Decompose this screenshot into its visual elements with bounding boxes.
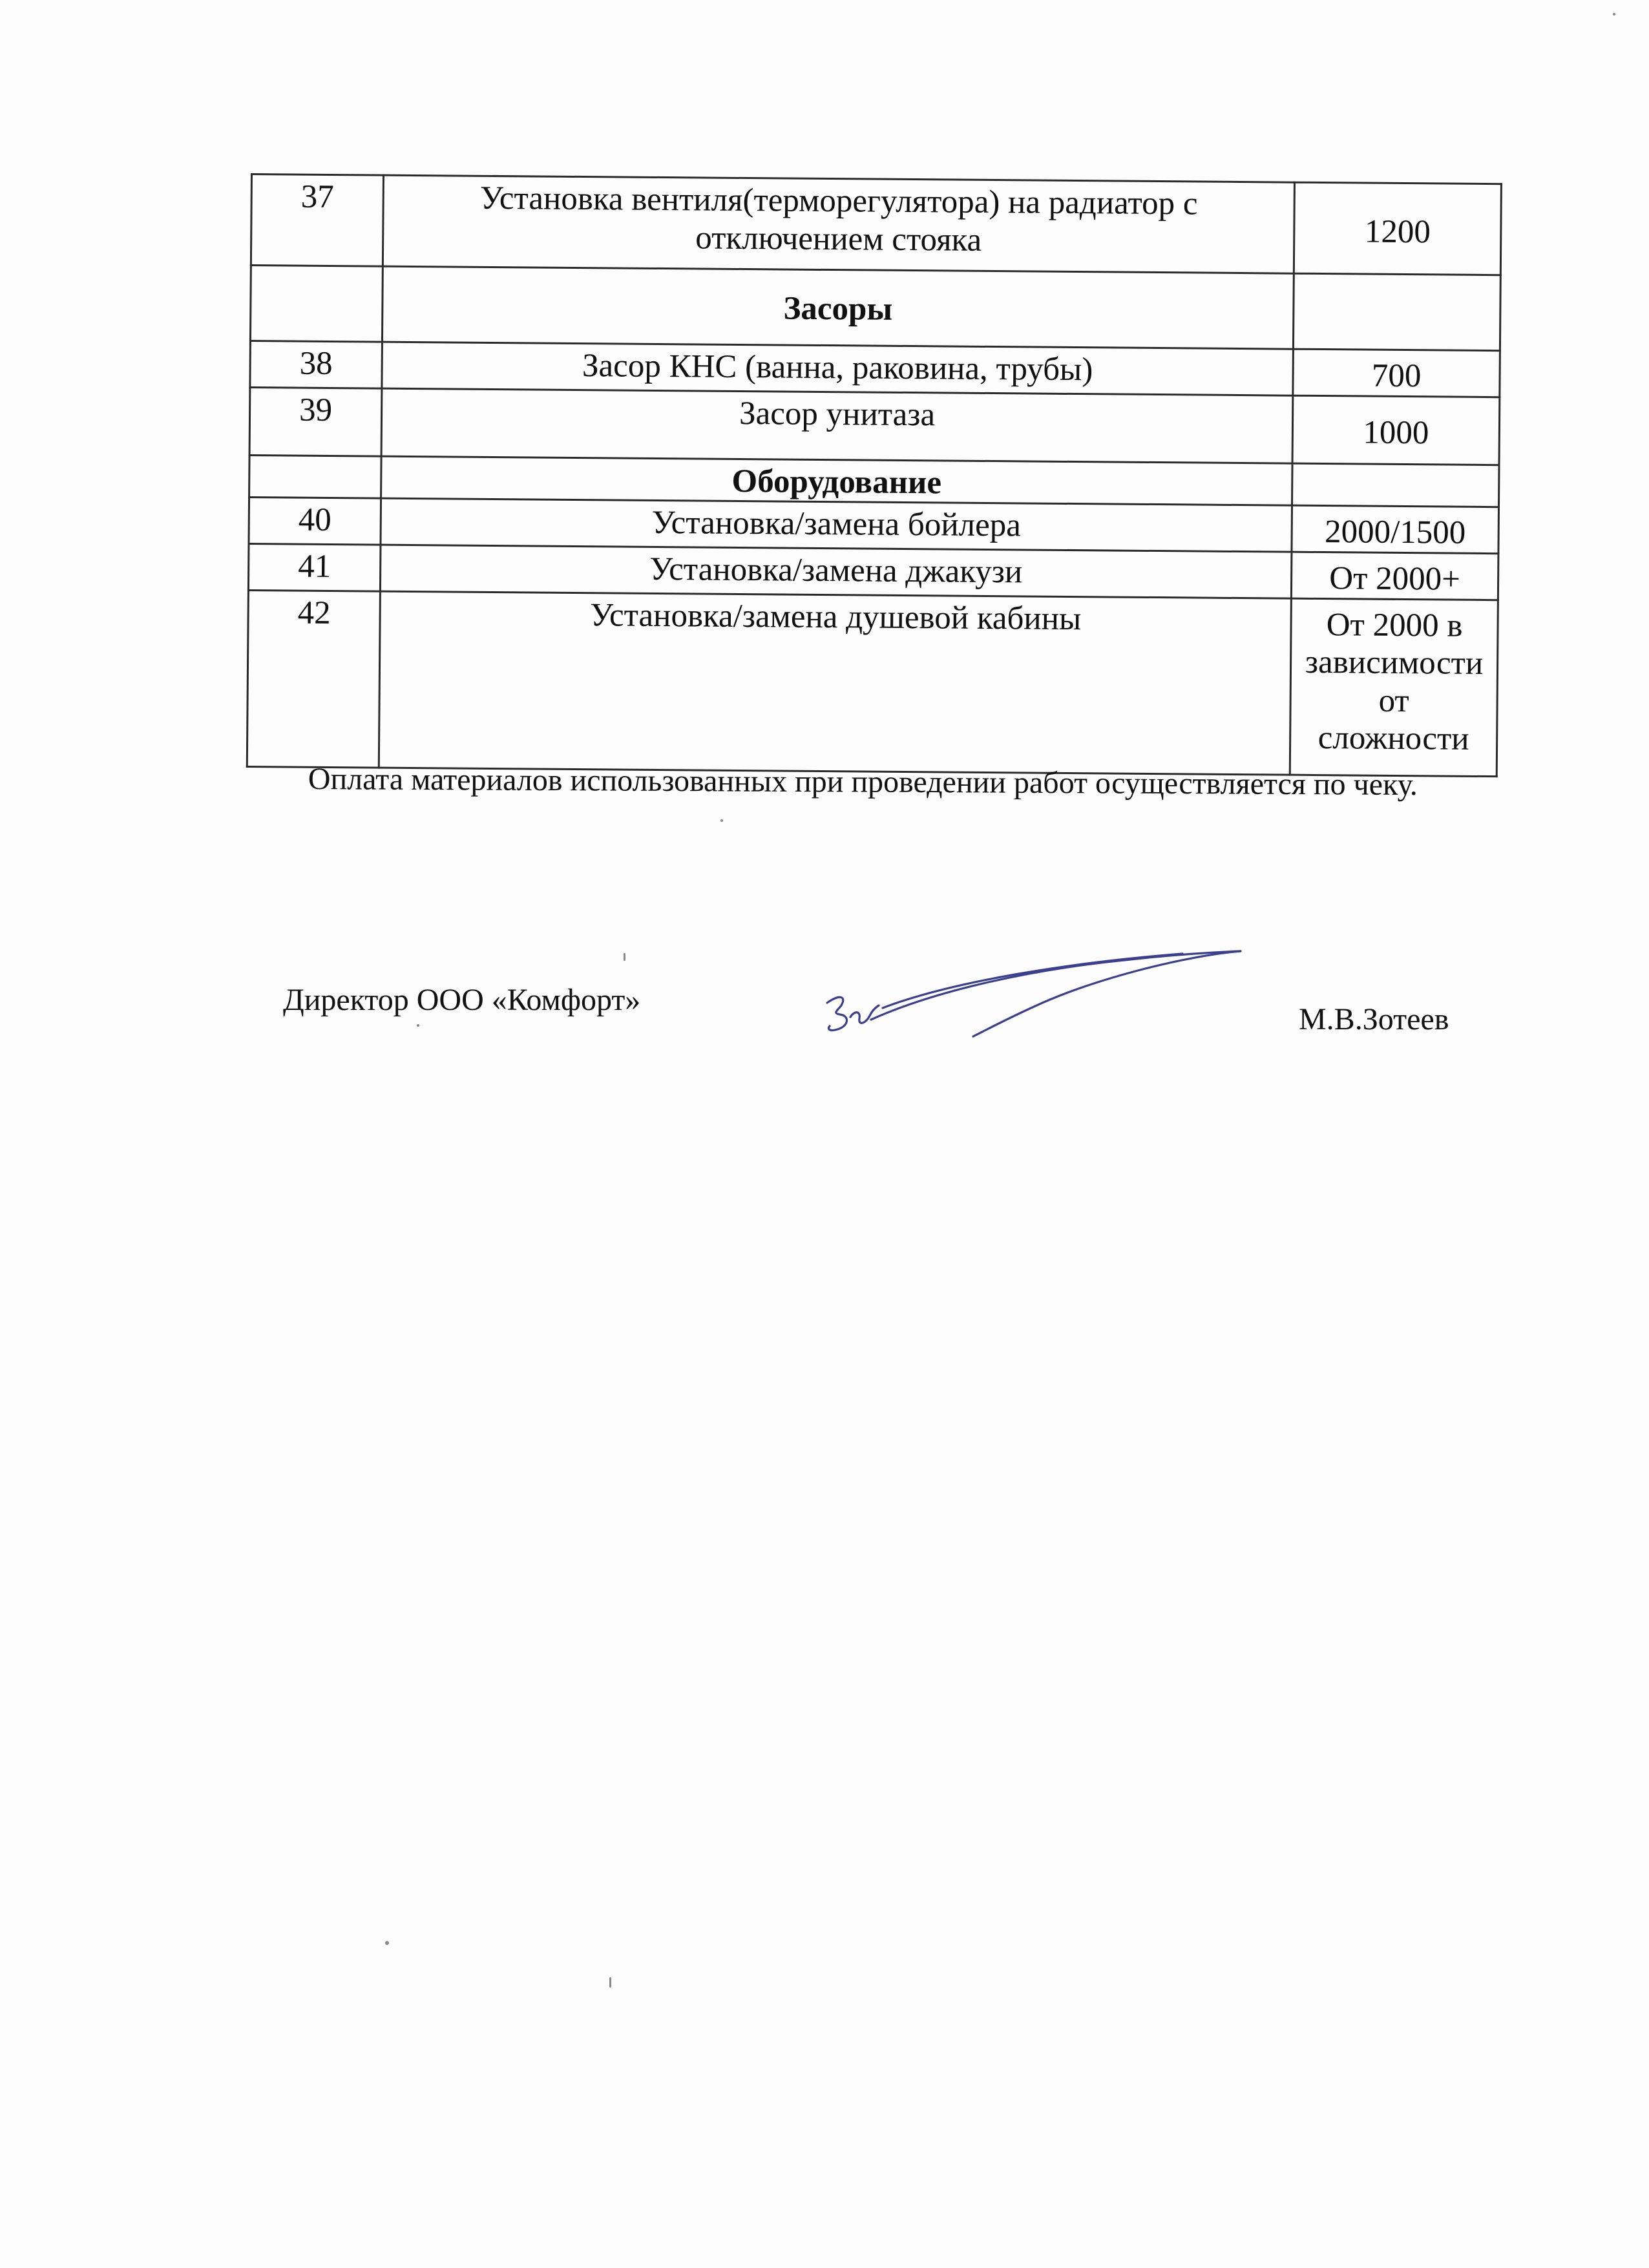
service-name: Засор унитаза bbox=[381, 388, 1293, 463]
row-number: 40 bbox=[249, 498, 381, 545]
service-price: 2000/1500 bbox=[1292, 505, 1499, 553]
service-price: 1000 bbox=[1292, 395, 1500, 465]
scan-speck bbox=[1613, 13, 1615, 16]
row-number-empty bbox=[250, 266, 383, 342]
service-name: Установка/замена душевой кабины bbox=[379, 591, 1291, 775]
service-price: 1200 bbox=[1294, 182, 1501, 275]
row-number: 37 bbox=[251, 174, 383, 267]
price-empty bbox=[1292, 463, 1500, 507]
scan-speck bbox=[609, 1977, 611, 1988]
service-price: От 2000+ bbox=[1291, 552, 1498, 600]
payment-note: Оплата материалов использованных при проведении работ осуществляется по чеку. bbox=[308, 762, 1418, 802]
service-name: Установка/замена джакузи bbox=[380, 545, 1292, 598]
service-name: Установка/замена бойлера bbox=[381, 498, 1292, 552]
row-number: 39 bbox=[249, 387, 382, 456]
section-title: Засоры bbox=[382, 266, 1294, 349]
table-row bbox=[251, 174, 1501, 275]
signatory-position: Директор ООО «Комфорт» bbox=[283, 983, 641, 1017]
service-name: Установка вентиля(терморегулятора) на радиатор с отключением стояка bbox=[383, 175, 1294, 273]
section-row bbox=[250, 266, 1500, 351]
scan-speck bbox=[417, 1024, 419, 1027]
price-table bbox=[246, 173, 1502, 777]
row-number: 41 bbox=[248, 543, 381, 591]
scan-speck bbox=[624, 953, 625, 961]
service-price: От 2000 в зависимости от сложности bbox=[1290, 598, 1498, 777]
service-name: Засор КНС (ванна, раковина, трубы) bbox=[382, 342, 1294, 395]
signatory-name: М.В.Зотеев bbox=[1299, 1002, 1449, 1036]
scan-speck bbox=[720, 819, 723, 822]
row-number: 42 bbox=[247, 590, 380, 768]
price-empty bbox=[1293, 273, 1500, 351]
service-price: 700 bbox=[1293, 349, 1500, 397]
table-row bbox=[249, 387, 1500, 465]
table-row bbox=[247, 590, 1498, 776]
row-number-empty bbox=[249, 455, 382, 498]
scan-speck bbox=[385, 1941, 389, 1945]
row-number: 38 bbox=[250, 341, 383, 388]
section-title: Оборудование bbox=[381, 456, 1292, 506]
handwritten-signature bbox=[821, 943, 1260, 1053]
